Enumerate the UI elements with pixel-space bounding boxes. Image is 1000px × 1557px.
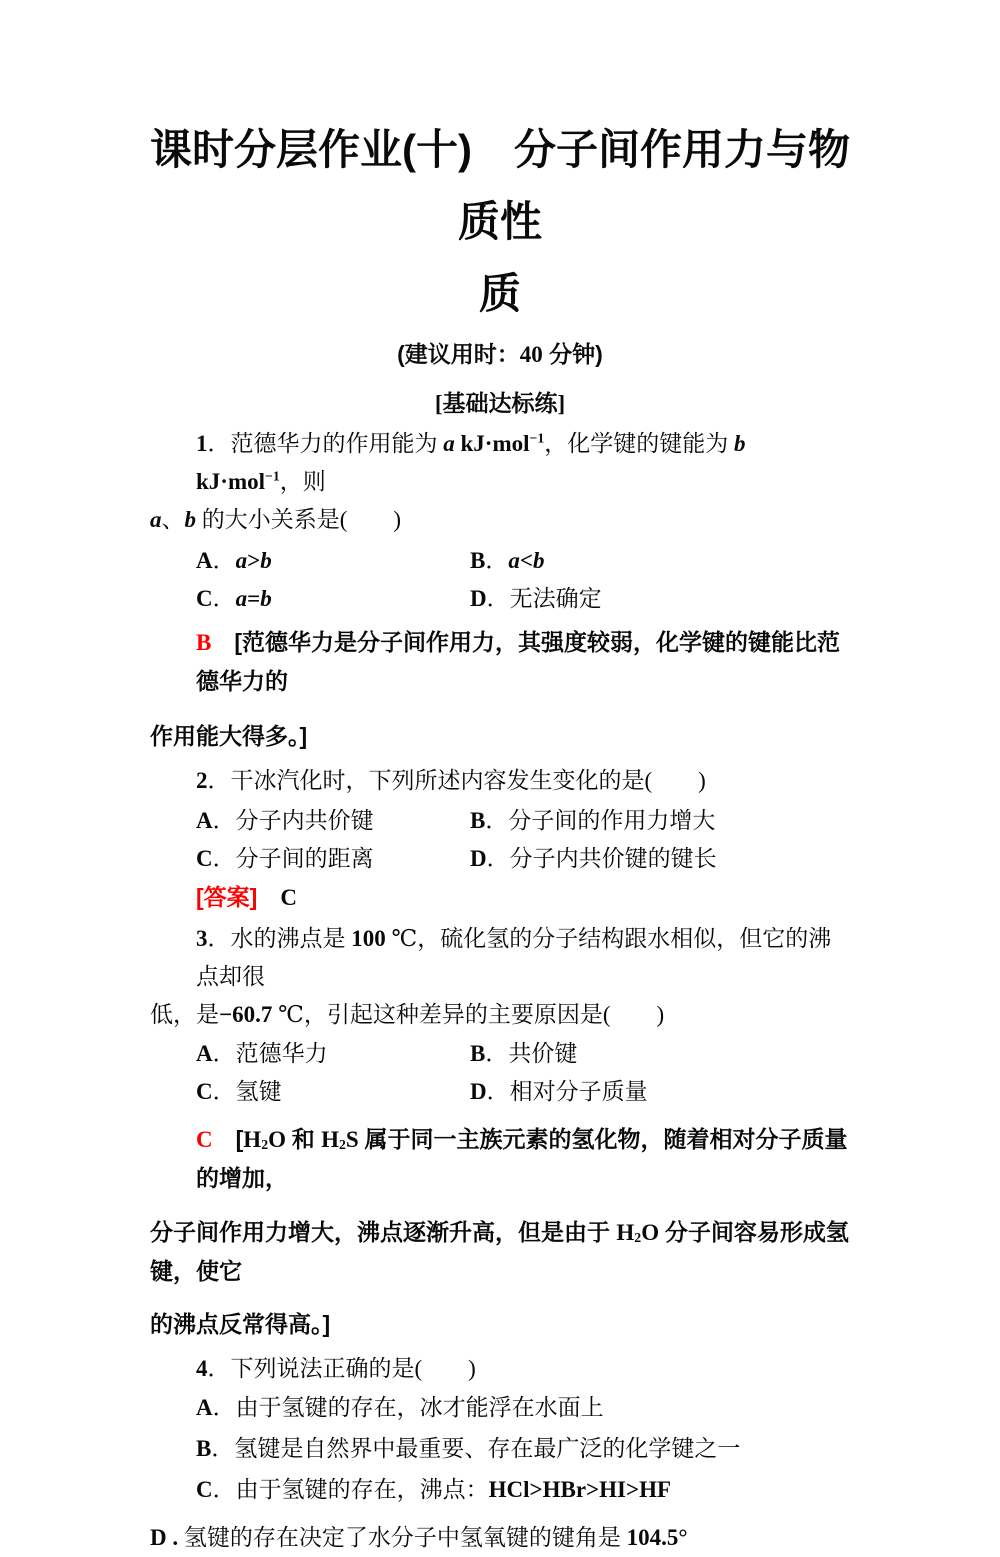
page-title <box>150 114 850 330</box>
question-2-option-a <box>196 802 470 840</box>
text-run: a <box>235 586 248 611</box>
text-run: 2 <box>339 1137 346 1153</box>
text-run: −1 <box>265 468 280 484</box>
text-run: 104.5° <box>626 1525 688 1550</box>
suggested-time-note <box>150 335 850 374</box>
text-run: = <box>247 586 261 611</box>
text-run: ．下列说法正确的是( ) <box>207 1356 476 1381</box>
question-3-answer-explanation-line-2 <box>150 1213 850 1290</box>
question-3-option-c <box>196 1073 470 1111</box>
text-run: B <box>470 1041 486 1066</box>
question-2-answer-line <box>150 878 850 917</box>
text-run: 低，是 <box>150 1002 219 1027</box>
text-run: ．干冰汽化时，下列所述内容发生变化的是( ) <box>207 768 706 793</box>
question-4-option-a <box>150 1389 850 1427</box>
text-run: C <box>196 586 213 611</box>
text-run: 作用能大得多。] <box>150 723 308 749</box>
question-2-options-row-1 <box>150 802 850 840</box>
text-run: 属于同一主族元素的氢化物，随着相对分子质量的增加， <box>196 1126 848 1191</box>
question-1-options-row-2 <box>150 580 850 618</box>
text-run: 4 <box>196 1356 208 1381</box>
question-3-stem-line-1 <box>150 920 850 996</box>
text-run: D <box>470 1079 487 1104</box>
question-3-option-a <box>196 1035 470 1073</box>
text-run: D . <box>150 1525 184 1550</box>
text-run: H <box>321 1127 340 1152</box>
text-run: B <box>470 548 486 573</box>
text-run: 3 <box>196 926 208 951</box>
text-run: ．相对分子质量 <box>486 1079 648 1104</box>
text-run: b <box>260 548 272 573</box>
text-run: ． <box>212 548 236 573</box>
question-3-option-b <box>470 1035 577 1073</box>
text-run: < <box>519 548 533 573</box>
text-run: 100 <box>351 926 392 951</box>
text-run: kJ·mol <box>196 469 266 494</box>
text-run: H <box>616 1220 635 1245</box>
text-run: 的沸点反常得高。] <box>150 1311 331 1337</box>
text-run: ．范德华力的作用能为 <box>207 431 444 456</box>
text-run: 和 <box>291 1126 322 1152</box>
text-run: S <box>345 1127 365 1152</box>
text-run: [答案] <box>196 884 258 910</box>
question-2-stem <box>150 762 850 800</box>
text-run: HCl>HBr>HI>HF <box>488 1477 672 1502</box>
text-run: C <box>196 846 213 871</box>
question-2-option-c <box>196 840 470 878</box>
text-run: A <box>196 808 213 833</box>
text-run: 2 <box>634 1230 642 1246</box>
text-run: H <box>243 1127 262 1152</box>
question-4-option-d <box>150 1519 850 1557</box>
text-run: D <box>470 586 487 611</box>
text-run: A <box>196 1041 213 1066</box>
text-run: ． <box>485 548 509 573</box>
text-run: a <box>443 431 455 456</box>
text-run: 2 <box>261 1137 269 1153</box>
text-run: ，则 <box>279 469 326 494</box>
text-run: [ <box>212 1126 244 1152</box>
text-run: a <box>235 548 248 573</box>
text-run: b <box>184 507 196 532</box>
text-run <box>257 885 280 910</box>
question-1-option-d <box>470 580 602 618</box>
question-3-answer-explanation-line-1 <box>150 1120 850 1197</box>
text-run: > <box>247 548 261 573</box>
question-1-option-b <box>470 542 544 580</box>
text-run: 1 <box>196 431 208 456</box>
question-3-stem-line-2 <box>150 996 850 1034</box>
text-run: ．范德华力 <box>212 1041 328 1066</box>
question-3-options-row-1 <box>150 1035 850 1073</box>
text-run: 分钟) <box>542 341 603 367</box>
text-run: ．无法确定 <box>486 586 602 611</box>
text-run: ．氢键 <box>212 1079 282 1104</box>
text-run: [范德华力是分子间作用力，其强度较弱，化学键的键能比范德华力的 <box>196 629 841 694</box>
text-run: −1 <box>529 430 545 446</box>
text-run: 2 <box>196 768 208 793</box>
page-title-line-2: 质 <box>478 270 521 317</box>
text-run: a <box>508 548 520 573</box>
text-run: ．由于氢键的存在，沸点： <box>212 1477 489 1502</box>
text-run: −60.7 <box>219 1002 279 1027</box>
question-1-answer-explanation-line-2 <box>150 717 850 755</box>
page-title-line-1: 课时分层作业(十) 分子间作用力与物质性 <box>150 126 850 245</box>
question-1-stem-line-1 <box>150 425 850 501</box>
text-run: ．分子间的距离 <box>212 846 374 871</box>
text-run: ． <box>212 586 236 611</box>
question-4-stem <box>150 1350 850 1388</box>
text-run: C <box>280 885 297 910</box>
text-run: ℃，硫化氢的分子结构跟水相似，但它的沸点却很 <box>196 926 832 989</box>
question-1-options-row-1 <box>150 542 850 580</box>
question-3-answer-explanation-line-3 <box>150 1305 850 1343</box>
text-run: B <box>196 1436 212 1461</box>
text-run: ．分子内共价键的键长 <box>486 846 717 871</box>
text-run: 40 <box>519 342 543 367</box>
question-4-option-c <box>150 1471 850 1509</box>
question-2-option-b <box>470 802 715 840</box>
question-1-option-c <box>196 580 470 618</box>
text-run: D <box>470 846 487 871</box>
text-run: B <box>470 808 486 833</box>
text-run: O <box>641 1220 665 1245</box>
text-run: 分子间容易形成氢键，使它 <box>150 1219 849 1284</box>
question-2-option-d <box>470 840 717 878</box>
text-run: 分子间作用力增大，沸点逐渐升高，但是由于 <box>150 1219 617 1245</box>
text-run: ．分子内共价键 <box>212 808 374 833</box>
section-label-basic-practice: [基础达标练] <box>434 391 566 416</box>
text-run: ．氢键是自然界中最重要、存在最广泛的化学键之一 <box>211 1436 741 1461</box>
question-3-option-d <box>470 1073 648 1111</box>
text-run: b <box>260 586 272 611</box>
text-run: C <box>196 1079 213 1104</box>
question-2-options-row-2 <box>150 840 850 878</box>
text-run: b <box>734 431 746 456</box>
text-run: 的大小关系是( ) <box>196 507 402 532</box>
text-run: C <box>196 1127 213 1152</box>
text-run: C <box>196 1477 213 1502</box>
text-run: ．分子间的作用力增大 <box>485 808 716 833</box>
text-run: b <box>532 548 545 573</box>
question-1-option-a <box>196 542 470 580</box>
text-run: 、 <box>161 507 185 532</box>
text-run: a <box>150 507 162 532</box>
text-run: A <box>196 548 213 573</box>
text-run: ℃，引起这种差异的主要原因是( ) <box>278 1002 665 1027</box>
text-run: ．水的沸点是 <box>207 926 352 951</box>
text-run: B <box>196 630 212 655</box>
text-run: kJ·mol <box>454 431 530 456</box>
question-3-options-row-2 <box>150 1073 850 1111</box>
text-run: 氢键的存在决定了水分子中氢氧键的键角是 <box>183 1525 627 1550</box>
text-run: A <box>196 1395 213 1420</box>
text-run: ．由于氢键的存在，冰才能浮在水面上 <box>212 1395 604 1420</box>
text-run: O <box>268 1127 292 1152</box>
text-run: (建议用时： <box>397 341 520 367</box>
question-4-option-b <box>150 1430 850 1468</box>
text-run: ．共价键 <box>485 1041 578 1066</box>
question-1-answer-explanation-line-1 <box>150 623 850 700</box>
text-run: ，化学键的键能为 <box>544 431 735 456</box>
question-1-stem-line-2 <box>150 501 850 539</box>
